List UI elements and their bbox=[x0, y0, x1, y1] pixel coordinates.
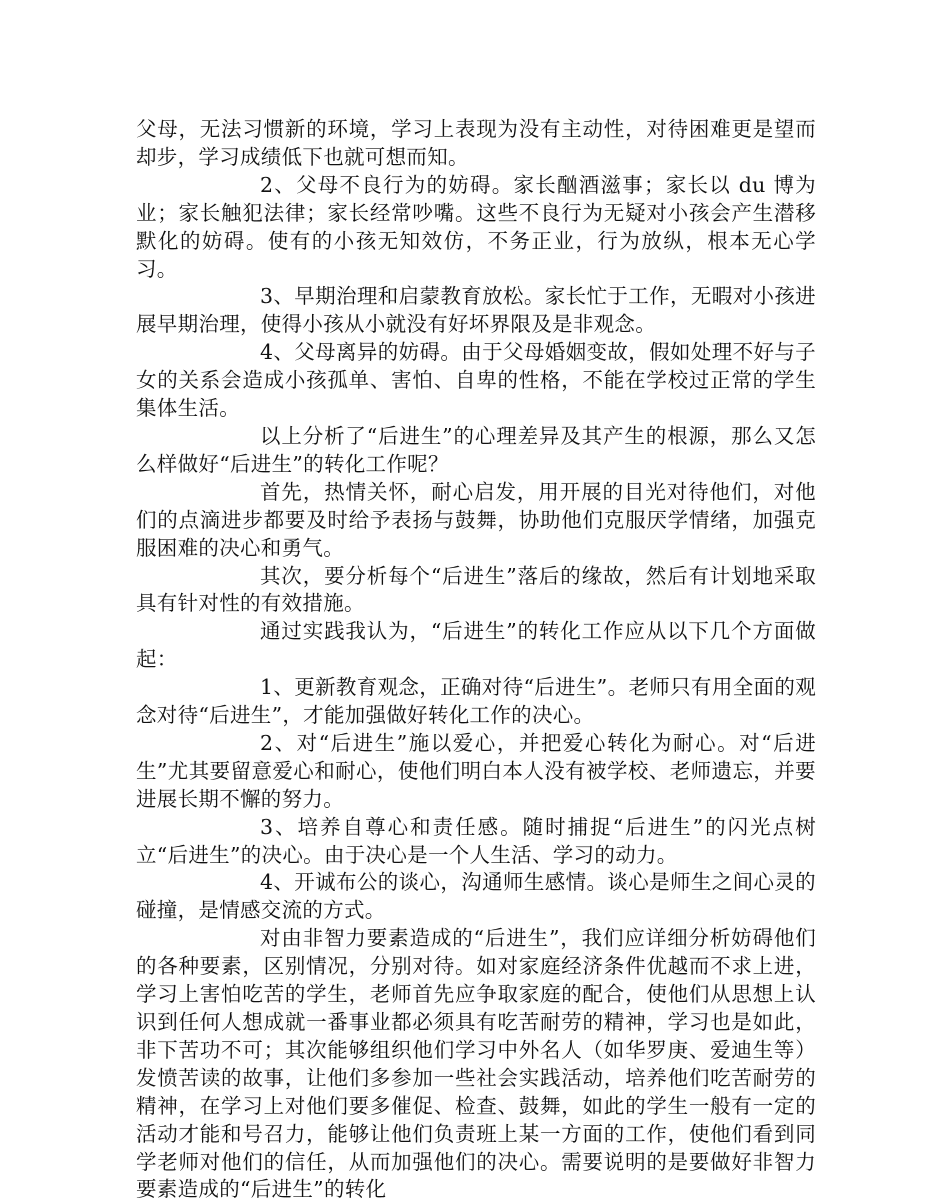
paragraph-2: 2、父母不良行为的妨碍。家长酗酒滋事；家长以 du 博为业；家长触犯法律；家长经常吵嘴。这些不良行为无疑对小孩会产生潜移默化的妨碍。使有的小孩无知效仿，不务正业，行为放纵，根本无心学习。 bbox=[136, 172, 816, 281]
paragraph-7: 其次，要分析每个“后进生”落后的缘故，然后有计划地采取具有针对性的有效措施。 bbox=[136, 563, 816, 616]
paragraph-4: 4、父母离异的妨碍。由于父母婚姻变故，假如处理不好与子女的关系会造成小孩孤单、害怕、自卑的性格，不能在学校过正常的学生集体生活。 bbox=[136, 340, 816, 421]
paragraph-1: 父母，无法习惯新的环境，学习上表现为没有主动性，对待困难更是望而却步，学习成绩低下也就可想而知。 bbox=[136, 117, 816, 169]
paragraph-3: 3、早期治理和启蒙教育放松。家长忙于工作，无暇对小孩进展早期治理，使得小孩从小就没有好坏界限及是非观念。 bbox=[136, 284, 816, 337]
paragraph-13: 对由非智力要素造成的“后进生”，我们应详细分析妨碍他们的各种要素，区别情况，分别对待。如对家庭经济条件优越而不求上进，学习上害怕吃苦的学生，老师首先应争取家庭的配合，使他们从思想上认识到任何人想成就一番事业都必须具有吃苦耐劳的精神，学习也是如此，非下苦功不可；其次能够组织他们学习中外名人（如华罗庚、爱迪生等）发愤苦读的故事，让他们多参加一些社会实践活动，培养他们吃苦耐劳的精神，在学习上对他们要多催促、检查、鼓舞，如此的学生一般有一定的活动才能和号召力，能够让他们负责班上某一方面的工作，使他们看到同学老师对他们的信任，从而加强他们的决心。需要说明的是要做好非智力要素造成的“后进生”的转化 bbox=[136, 926, 816, 1202]
paragraph-6: 首先，热情关怀，耐心启发，用开展的目光对待他们，对他们的点滴进步都要及时给予表扬与鼓舞，协助他们克服厌学情绪，加强克服困难的决心和勇气。 bbox=[136, 479, 816, 560]
paragraph-9: 1、更新教育观念，正确对待“后进生”。老师只有用全面的观念对待“后进生”，才能加强做好转化工作的决心。 bbox=[136, 675, 816, 728]
paragraph-5: 以上分析了“后进生”的心理差异及其产生的根源，那么又怎么样做好“后进生”的转化工作呢？ bbox=[136, 423, 816, 476]
body-text bbox=[136, 116, 816, 1204]
paragraph-10: 2、对“后进生”施以爱心，并把爱心转化为耐心。对“后进生”尤其要留意爱心和耐心，使他们明白本人没有被学校、老师遗忘，并要进展长期不懈的努力。 bbox=[136, 730, 816, 811]
paragraph-8: 通过实践我认为，“后进生”的转化工作应从以下几个方面做起： bbox=[136, 619, 816, 672]
paragraph-11: 3、培养自尊心和责任感。随时捕捉“后进生”的闪光点树立“后进生”的决心。由于决心是一个人生活、学习的动力。 bbox=[136, 814, 816, 867]
paragraph-12: 4、开诚布公的谈心，沟通师生感情。谈心是师生之间心灵的碰撞，是情感交流的方式。 bbox=[136, 870, 816, 923]
